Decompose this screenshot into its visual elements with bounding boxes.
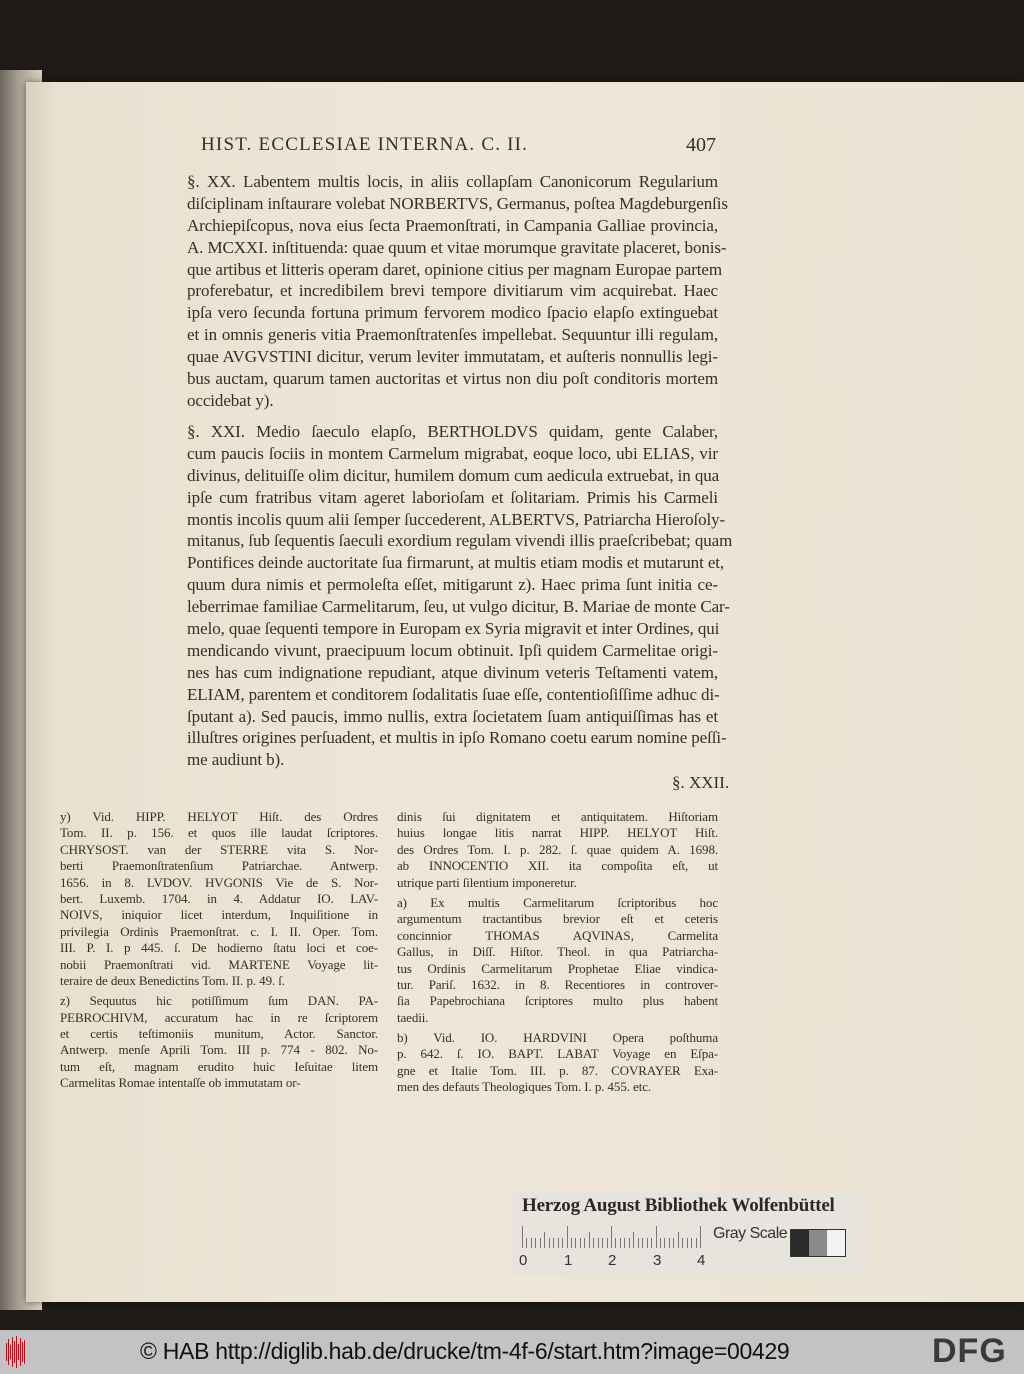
text-line: dinis ſui dignitatem et antiquitatem. Hiſtoriam bbox=[397, 809, 718, 824]
footer-copyright-link[interactable]: © HAB http://diglib.hab.de/drucke/tm-4f-6/start.htm?image=00429 bbox=[140, 1338, 790, 1364]
text-line: p. 642. ſ. IO. BAPT. LABAT Voyage en Eſpa- bbox=[397, 1046, 718, 1062]
ruler-tick bbox=[669, 1238, 670, 1248]
ruler-tick bbox=[673, 1238, 674, 1248]
ruler-tick bbox=[540, 1238, 541, 1248]
footnote-z-continued bbox=[397, 809, 718, 891]
paragraph-section-20 bbox=[187, 171, 728, 412]
ruler-tick bbox=[562, 1238, 563, 1248]
library-color-target bbox=[512, 1192, 868, 1276]
text-line: Pontifices deinde auctoritate ſua firmarunt, at multis etiam modis et mutarunt et, bbox=[187, 553, 725, 573]
ruler-tick bbox=[615, 1238, 616, 1248]
text-line: mendicando vivunt, praecipuum locum obtinuit. Ipſi quidem Carmelitae origi- bbox=[187, 640, 718, 660]
hab-logo-bar bbox=[6, 1343, 7, 1361]
ruler-tick bbox=[633, 1232, 634, 1248]
running-head: HIST. ECCLESIAE INTERNA. C. II. bbox=[201, 134, 529, 155]
text-line: y) Vid. HIPP. HELYOT Hiſt. des Ordres bbox=[60, 809, 378, 824]
footnote-y bbox=[60, 809, 378, 989]
hab-logo-bar bbox=[16, 1336, 17, 1368]
text-line: z) Sequutus hic potiſſimum ſum DAN. PA- bbox=[60, 993, 378, 1009]
text-line: tum eſt, magnam erudito huic Ieſuitae litem bbox=[60, 1058, 378, 1074]
ruler-tick bbox=[558, 1238, 559, 1248]
text-line: nes has cum indignatione repudiant, atque divinum veteris Teſtamenti vatem, bbox=[187, 662, 718, 682]
text-line: quum dura nimis et permoleſta eſſet, mitigarunt z). Haec prima ſunt initia ce- bbox=[187, 575, 718, 595]
footnotes-left-column bbox=[60, 809, 378, 1096]
text-line: illuſtres origines perſuadent, et multis in ipſo Romano coetu earum nomine peſſi- bbox=[187, 728, 727, 748]
ruler-tick bbox=[531, 1238, 532, 1248]
text-line: divinus, delituiſſe olim dicitur, humilem domum cum aedicula extruebat, in qua bbox=[187, 465, 720, 485]
footer-bar bbox=[0, 1330, 1024, 1374]
ruler-tick bbox=[651, 1238, 652, 1248]
text-line: concinnior THOMAS AQVINAS, Carmelita bbox=[397, 927, 718, 943]
library-name: Herzog August Bibliothek Wolfenbüttel bbox=[522, 1195, 835, 1216]
text-line: utrique parti ſilentium imponeretur. bbox=[397, 874, 577, 890]
hab-logo-bar bbox=[22, 1342, 23, 1362]
text-line: §. XX. Labentem multis locis, in aliis collapſam Canonicorum Regularium bbox=[187, 172, 718, 191]
ruler-tick bbox=[647, 1238, 648, 1248]
text-line: Tom. II. p. 156. et quos ille laudat ſcriptores. bbox=[60, 825, 378, 841]
ruler-tick bbox=[567, 1226, 568, 1248]
ruler-tick bbox=[584, 1238, 585, 1248]
text-line: ipſe cum fratribus vitam ageret laborioſam et ſolitariam. Primis his Carmeli bbox=[187, 487, 718, 507]
ruler-tick bbox=[678, 1232, 679, 1248]
text-line: men des defauts Theologiques Tom. I. p. 455. etc. bbox=[397, 1079, 652, 1095]
text-line: b) Vid. IO. HARDVINI Opera poſthuma bbox=[397, 1030, 718, 1046]
ruler-tick bbox=[642, 1238, 643, 1248]
text-line: montis incolis quum alii ſemper ſuccederent, ALBERTVS, Patriarcha Hieroſoly- bbox=[187, 509, 726, 529]
ruler-tick bbox=[607, 1238, 608, 1248]
footnote-a bbox=[397, 895, 718, 1026]
text-line: des Ordres Tom. I. p. 282. ſ. quae quidem A. 1698. bbox=[397, 841, 718, 857]
text-line: NOIVS, iniquior licet interdum, Inquiſitione in bbox=[60, 907, 378, 923]
grayscale-swatch-light bbox=[827, 1230, 845, 1256]
text-line: 1656. in 8. LVDOV. HVGONIS Vie de S. Nor- bbox=[60, 874, 378, 890]
ruler-tick bbox=[544, 1232, 545, 1248]
text-line: tus Ordinis Carmelitarum Prophetae Eliae vindica- bbox=[397, 960, 718, 976]
ruler-tick bbox=[629, 1238, 630, 1248]
ruler-number: 3 bbox=[653, 1252, 662, 1269]
text-line: A. MCXXI. inſtituenda: quae quum et vitae morumque gravitate placeret, bonis- bbox=[187, 237, 727, 257]
scale-ruler bbox=[522, 1226, 702, 1248]
text-line: bert. Luxemb. 1704. in 4. Addatur IO. LAV- bbox=[60, 890, 378, 906]
text-line: huius longae litis narrat HIPP. HELYOT Hiſt. bbox=[397, 825, 718, 841]
ruler-tick bbox=[620, 1238, 621, 1248]
catchword: §. XXII. bbox=[672, 773, 730, 792]
hab-logo-icon bbox=[6, 1336, 26, 1368]
text-line: §. XXI. Medio ſaeculo elapſo, BERTHOLDVS quidam, gente Calaber, bbox=[187, 422, 718, 441]
hab-logo-bar bbox=[18, 1344, 19, 1360]
text-line: quae AVGVSTINI dicitur, verum leviter immutatam, et auſteris nonnullis legi- bbox=[187, 347, 718, 367]
text-line: Archiepiſcopus, nova eius ſecta Praemonſtrati, in Campania Galliae provincia, bbox=[187, 215, 718, 235]
text-line: Antwerp. menſe Aprili Tom. III p. 774 - 802. No- bbox=[60, 1042, 378, 1058]
ruler-tick bbox=[522, 1226, 523, 1248]
hab-logo-bar bbox=[14, 1341, 15, 1363]
text-line: occidebat y). bbox=[187, 390, 274, 410]
text-line: ab INNOCENTIO XII. ita compoſita eſt, ut bbox=[397, 858, 718, 874]
ruler-tick bbox=[638, 1238, 639, 1248]
hab-logo-bar bbox=[20, 1338, 21, 1366]
ruler-tick bbox=[589, 1232, 590, 1248]
text-line: et in omnis generis vitia Praemonſtratenſes impellebat. Sequuntur illi regulam, bbox=[187, 325, 718, 345]
text-line: me audiunt b). bbox=[187, 750, 285, 770]
text-line: taedii. bbox=[397, 1009, 429, 1025]
hab-logo-bar bbox=[24, 1340, 25, 1364]
ruler-tick bbox=[696, 1238, 697, 1248]
text-line: et certis teſtimoniis munitum, Actor. Sanctor. bbox=[60, 1026, 378, 1042]
ruler-tick bbox=[580, 1238, 581, 1248]
text-line: Gallus, in Diſſ. Hiſtor. Theol. in qua Patriarcha- bbox=[397, 944, 718, 960]
footnotes-right-column bbox=[397, 809, 718, 1100]
ruler-number: 2 bbox=[608, 1252, 617, 1269]
ruler-tick bbox=[611, 1226, 612, 1248]
text-line: tur. Pariſ. 1632. in 8. Recentiores in controver- bbox=[397, 976, 718, 992]
ruler-tick bbox=[575, 1238, 576, 1248]
text-line: que artibus et litteris operam daret, opinione citius per magnam Europae partem bbox=[187, 259, 722, 279]
grayscale-swatch-mid bbox=[809, 1230, 827, 1256]
ruler-tick bbox=[664, 1238, 665, 1248]
text-line: mitanus, ſub ſequentis ſaeculi exordium regulam vivendi illis praeſcribebat; quam bbox=[187, 531, 733, 551]
ruler-tick bbox=[598, 1238, 599, 1248]
grayscale-swatch-dark bbox=[791, 1230, 809, 1256]
text-line: a) Ex multis Carmelitarum ſcriptoribus hoc bbox=[397, 894, 718, 910]
footnote-z bbox=[60, 993, 378, 1091]
text-line: melo, quae ſequenti tempore in Europam ex Syria migravit et inter Ordines, qui bbox=[187, 619, 720, 639]
text-line: CHRYSOST. van der STERRE vita S. Nor- bbox=[60, 841, 378, 857]
paragraph-section-21 bbox=[187, 421, 733, 771]
ruler-tick bbox=[624, 1238, 625, 1248]
text-line: ELIAM, parentem et conditorem ſodalitatis ſuae eſſe, contentioſiſſime adhuc di- bbox=[187, 684, 720, 704]
ruler-tick bbox=[549, 1238, 550, 1248]
text-line: ipſa vero ſecunda fortuna primum fervorem modico ſpacio elapſo extinguebat bbox=[187, 303, 718, 323]
ruler-tick bbox=[700, 1226, 701, 1248]
text-line: argumentum tractantibus brevior eſt et ceteris bbox=[397, 911, 718, 927]
ruler-tick bbox=[535, 1238, 536, 1248]
ruler-tick bbox=[660, 1238, 661, 1248]
text-line: ſia Papebrochiana ſcriptores multo plus habent bbox=[397, 993, 718, 1009]
ruler-tick bbox=[553, 1238, 554, 1248]
text-line: Carmelitas Romae intentaſſe ob immutatam or- bbox=[60, 1075, 301, 1091]
dfg-logo: DFG bbox=[932, 1332, 1007, 1370]
grayscale-swatches bbox=[790, 1229, 846, 1257]
ruler-number: 0 bbox=[519, 1252, 528, 1269]
hab-logo-bar bbox=[10, 1345, 11, 1359]
text-line: ſputant a). Sed paucis, immo nullis, extra ſocietatem ſuam antiquiſſimas has et bbox=[187, 706, 718, 726]
hab-logo-bar bbox=[8, 1339, 9, 1365]
ruler-tick bbox=[656, 1226, 657, 1248]
text-line: cum paucis ſociis in montem Carmelum migrabat, eoque loco, ubi ELIAS, vir bbox=[187, 443, 718, 463]
text-line: teraire de deux Benedictins Tom. II. p. 49. ſ. bbox=[60, 972, 285, 988]
text-line: berti Praemonſtratenſium Patriarchae. Antwerp. bbox=[60, 858, 378, 874]
ruler-tick bbox=[682, 1238, 683, 1248]
page-number: 407 bbox=[686, 134, 716, 156]
ruler-tick bbox=[602, 1238, 603, 1248]
ruler-number: 1 bbox=[564, 1252, 573, 1269]
text-line: PEBROCHIVM, accuratum hac in re ſcriptorem bbox=[60, 1009, 378, 1025]
hab-logo-bar bbox=[12, 1337, 13, 1367]
text-line: proferebatur, et incredibilem brevi tempore divitiarum vim acquirebat. Haec bbox=[187, 281, 718, 301]
text-line: gne et Italie Tom. III. p. 87. COVRAYER Exa- bbox=[397, 1062, 718, 1078]
text-line: diſciplinam inſtaurare volebat NORBERTVS, Germanus, poſtea Magdeburgenſis bbox=[187, 193, 728, 213]
text-line: III. P. I. p 445. ſ. De hodierno ſtatu loci et coe- bbox=[60, 940, 378, 956]
text-line: leberrimae familiae Carmelitarum, ſeu, ut vulgo dicitur, B. Mariae de monte Car- bbox=[187, 597, 730, 617]
text-line: bus auctam, quarum tamen auctoritas et virtus non diu poſt conditoris mortem bbox=[187, 369, 718, 389]
text-line: nobii Praemonſtrati vid. MARTENE Voyage lit- bbox=[60, 956, 378, 972]
grayscale-label: Gray Scale bbox=[713, 1225, 788, 1242]
ruler-tick bbox=[687, 1238, 688, 1248]
ruler-number: 4 bbox=[697, 1252, 706, 1269]
ruler-tick bbox=[691, 1238, 692, 1248]
ruler-tick bbox=[593, 1238, 594, 1248]
ruler-tick bbox=[571, 1238, 572, 1248]
ruler-tick bbox=[526, 1238, 527, 1248]
text-line: privilegia Ordinis Praemonſtrat. c. I. II. Oper. Tom. bbox=[60, 923, 378, 939]
footnote-b bbox=[397, 1030, 718, 1096]
